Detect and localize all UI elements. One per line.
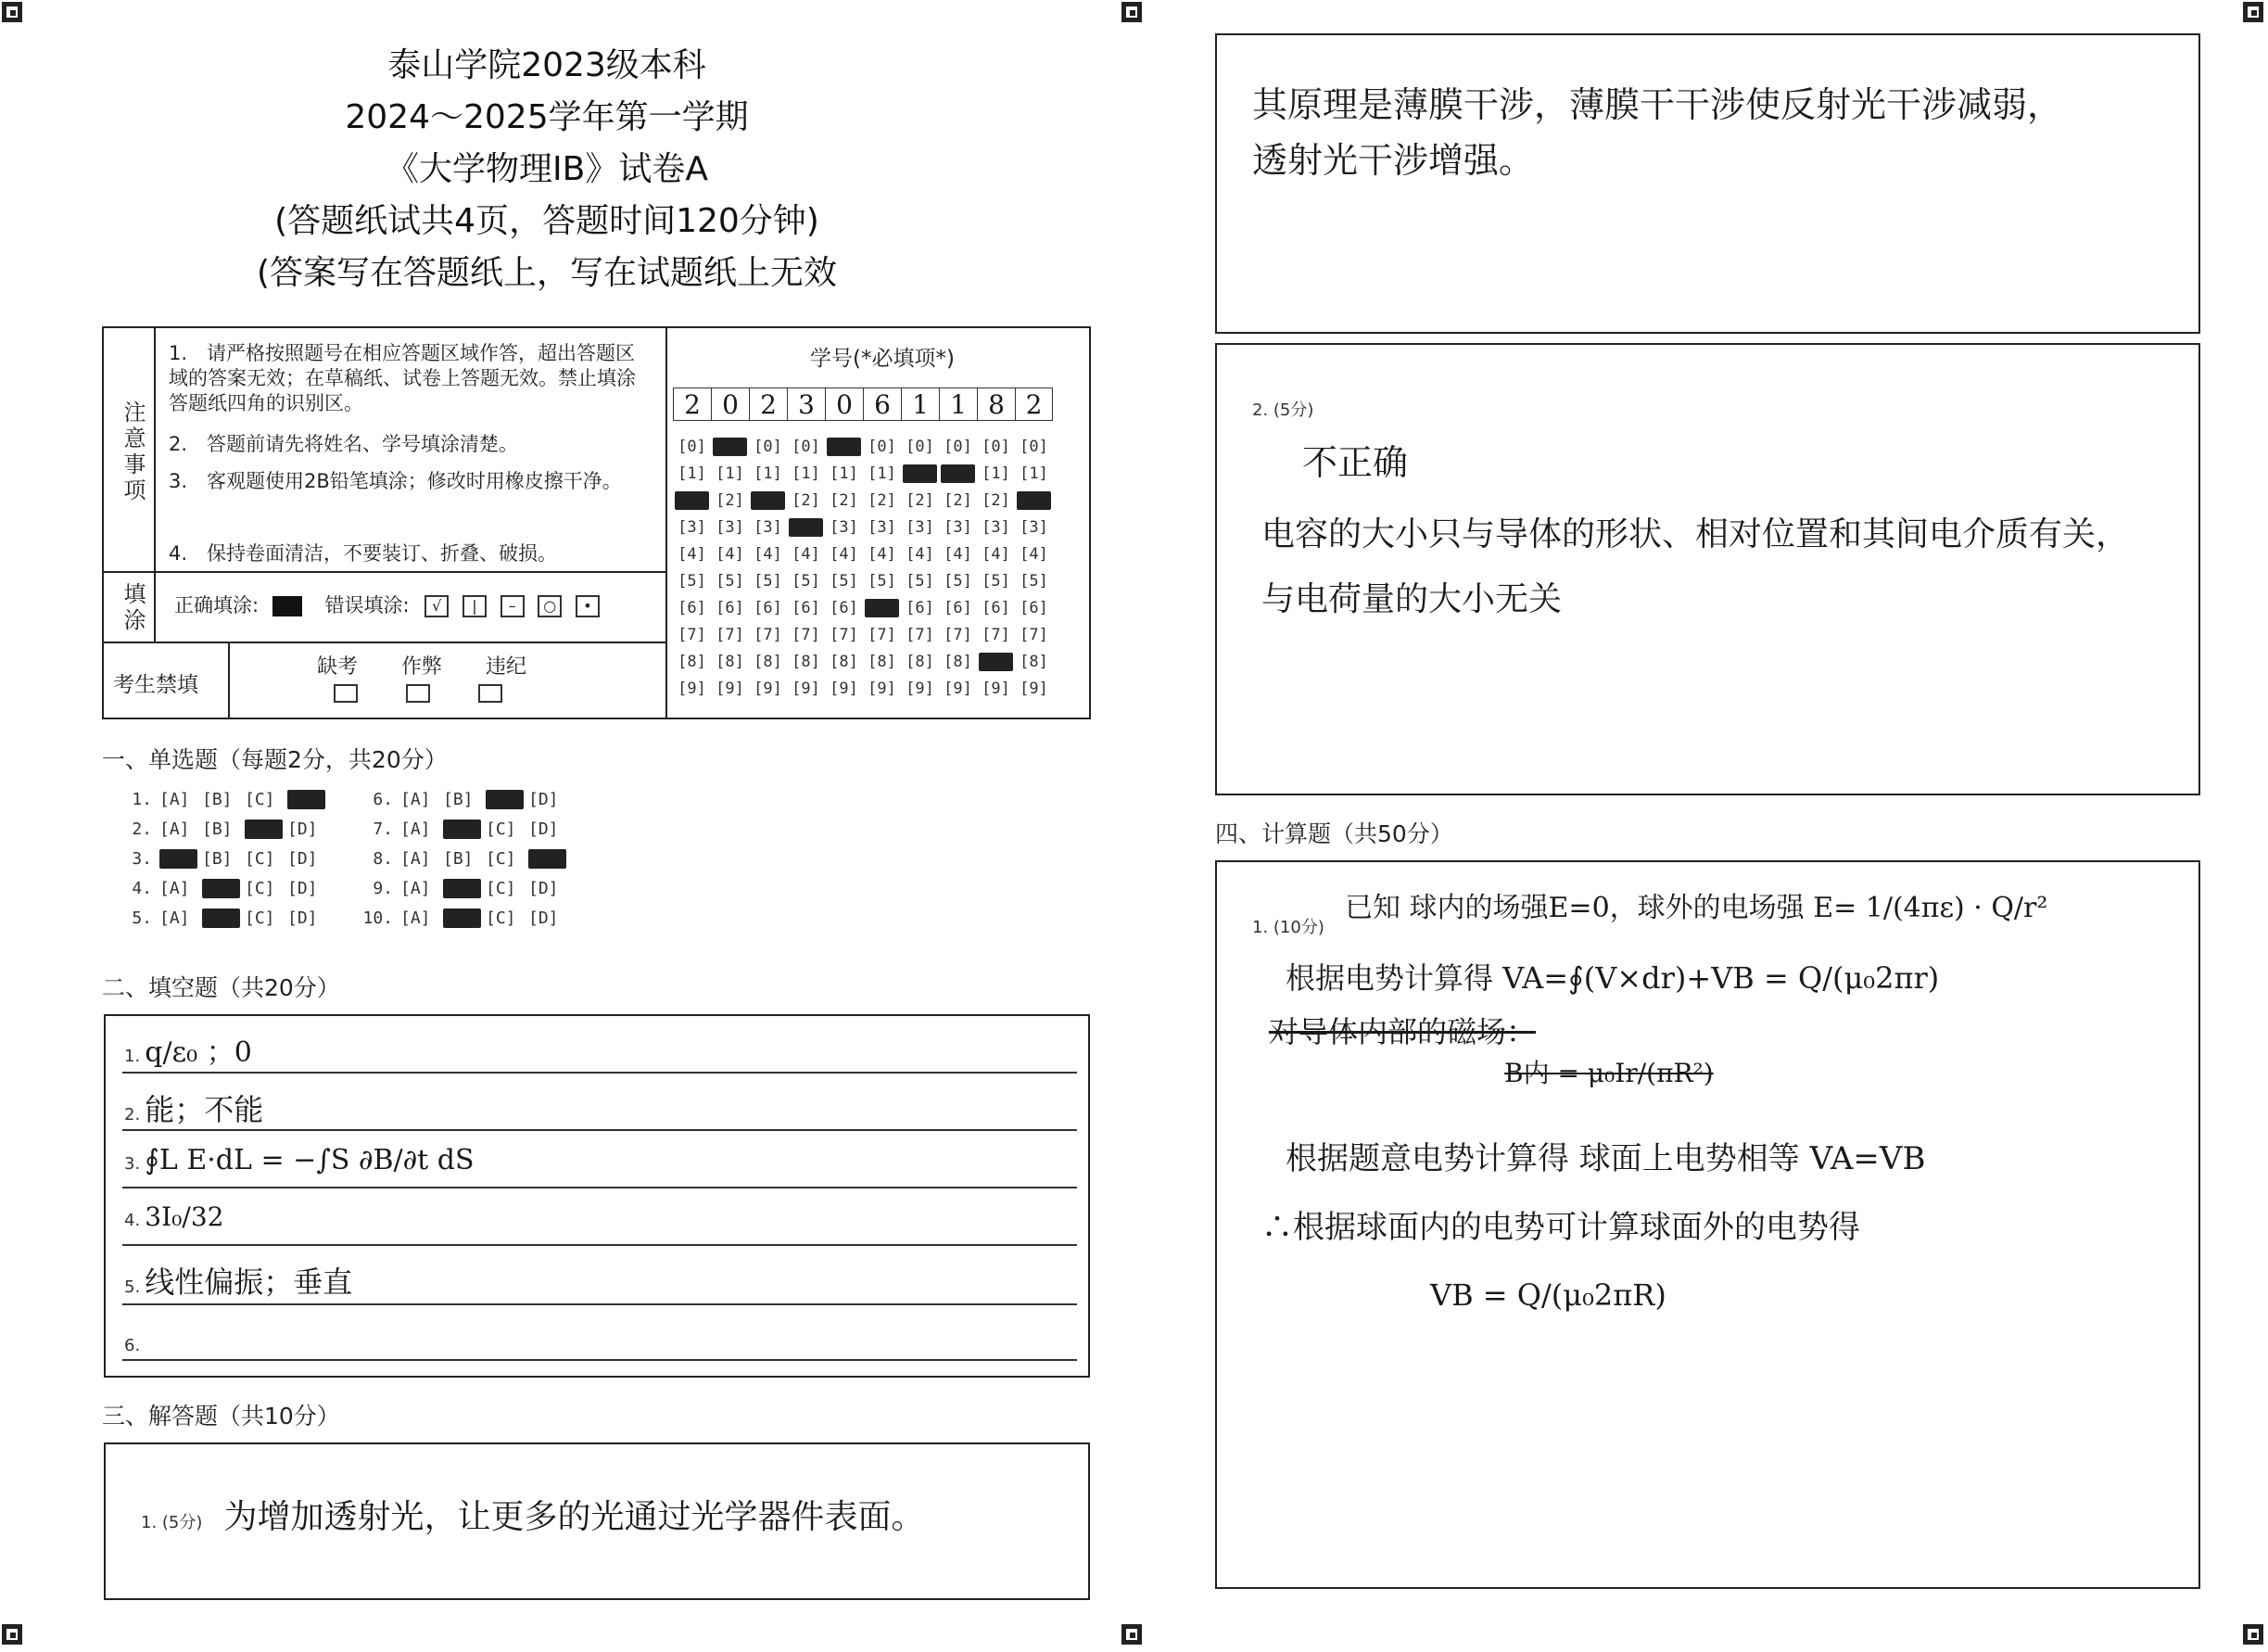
mc-option-selected[interactable]: [B] bbox=[202, 909, 245, 928]
id-bubble[interactable]: [3] bbox=[1020, 518, 1048, 537]
id-bubble[interactable]: [0] bbox=[944, 438, 972, 456]
correct-fill-mark bbox=[272, 596, 302, 616]
id-bubble[interactable]: [6] bbox=[830, 599, 858, 617]
calc-line-3-struck: 对导体内部的磁场： bbox=[1269, 1014, 1537, 1049]
id-bubble[interactable]: [5] bbox=[868, 572, 896, 591]
mc-question-number: 5. bbox=[132, 909, 152, 928]
id-bubble[interactable]: [9] bbox=[754, 680, 782, 698]
student-id-digit-8: 1 bbox=[939, 388, 977, 421]
mc-option[interactable]: [A] bbox=[159, 879, 190, 898]
id-bubble-filled[interactable]: [8] bbox=[977, 649, 1015, 676]
mc-option[interactable]: [B] bbox=[202, 790, 233, 809]
id-bubble-filled[interactable]: [0] bbox=[825, 434, 863, 461]
student-id-bubble-row bbox=[673, 622, 1053, 649]
student-id-digit-7: 1 bbox=[901, 388, 939, 421]
calc-line-4-struck: B内 = μ₀Ir/(πR²) bbox=[1504, 1058, 1714, 1088]
id-bubble[interactable]: [5] bbox=[754, 572, 782, 591]
mc-option[interactable]: [D] bbox=[528, 820, 559, 839]
blank-2: 2. 能；不能 bbox=[124, 1092, 264, 1127]
id-bubble[interactable]: [3] bbox=[982, 518, 1010, 537]
calc-line-7: VB = Q/(μ₀2πR) bbox=[1430, 1277, 1666, 1313]
id-bubble[interactable]: [8] bbox=[792, 653, 820, 671]
mc-option[interactable]: [C] bbox=[245, 909, 275, 928]
mc-option-selected[interactable]: [B] bbox=[443, 909, 486, 928]
violation-checkbox[interactable] bbox=[478, 684, 502, 703]
student-id-digit-10: 2 bbox=[1015, 388, 1053, 421]
id-bubble-filled[interactable]: [1] bbox=[901, 461, 939, 488]
id-bubble[interactable]: [9] bbox=[678, 680, 706, 698]
mc-option[interactable]: [D] bbox=[528, 879, 559, 898]
id-bubble[interactable]: [9] bbox=[716, 680, 744, 698]
student-id-digit-9: 8 bbox=[977, 388, 1015, 421]
id-bubble[interactable]: [8] bbox=[868, 653, 896, 671]
id-bubble[interactable]: [2] bbox=[868, 491, 896, 510]
forbidden-absent: 缺考 bbox=[317, 655, 359, 679]
student-id-bubble-row bbox=[673, 434, 1053, 461]
mc-question-3 bbox=[119, 849, 330, 869]
essay-q1-continued-line2: 透射光干涉增强。 bbox=[1252, 140, 1535, 181]
mc-question-2 bbox=[119, 820, 330, 839]
calc-line-1: 已知 球内的场强E=0，球外的电场强 E= 1/(4πε) · Q/r² bbox=[1345, 892, 2048, 924]
student-id-digits bbox=[673, 388, 1053, 421]
mc-option-selected[interactable]: [B] bbox=[443, 820, 486, 839]
mc-question-1 bbox=[119, 790, 330, 809]
student-id-bubble-row bbox=[673, 568, 1053, 595]
essay-q2-line3: 与电荷量的大小无关 bbox=[1261, 580, 1563, 618]
student-id-bubble-row bbox=[673, 676, 1053, 703]
student-id-digit-5: 0 bbox=[825, 388, 863, 421]
mc-option[interactable]: [A] bbox=[400, 909, 431, 928]
mc-question-9 bbox=[360, 879, 571, 898]
student-id-digit-3: 2 bbox=[749, 388, 787, 421]
student-id-bubble-row bbox=[673, 649, 1053, 676]
forbidden-violation: 违纪 bbox=[486, 655, 527, 679]
id-bubble[interactable]: [4] bbox=[1020, 545, 1048, 564]
correct-fill-label: 正确填涂: bbox=[174, 594, 260, 616]
mc-option-selected[interactable]: [C] bbox=[486, 790, 528, 809]
id-bubble[interactable]: [7] bbox=[678, 626, 706, 644]
calc-line-6: ∴根据球面内的电势可计算球面外的电势得 bbox=[1261, 1209, 1860, 1246]
id-bubble[interactable]: [5] bbox=[982, 572, 1010, 591]
id-bubble[interactable]: [5] bbox=[944, 572, 972, 591]
id-bubble[interactable]: [9] bbox=[1020, 680, 1048, 698]
fill-instructions bbox=[174, 593, 656, 618]
calc-q1-num: 1. (10分) bbox=[1252, 918, 1324, 937]
mc-question-number: 2. bbox=[132, 820, 152, 839]
mc-option-selected[interactable]: [C] bbox=[245, 820, 287, 839]
mc-option[interactable]: [C] bbox=[245, 849, 275, 869]
student-id-bubble-row bbox=[673, 515, 1053, 541]
mc-option[interactable]: [C] bbox=[486, 849, 516, 869]
essay-q2-line1: 不正确 bbox=[1302, 442, 1409, 483]
blank-4: 4. 3I₀/32 bbox=[124, 1201, 224, 1232]
mc-question-4 bbox=[119, 879, 330, 898]
student-id-bubble-row bbox=[673, 461, 1053, 488]
mc-option-selected[interactable]: [B] bbox=[443, 879, 486, 898]
id-bubble[interactable]: [5] bbox=[716, 572, 744, 591]
id-bubble[interactable]: [4] bbox=[868, 545, 896, 564]
corner-marker-top-right bbox=[2243, 2, 2263, 22]
blank-6: 6. bbox=[124, 1336, 141, 1355]
id-bubble[interactable]: [6] bbox=[716, 599, 744, 617]
mc-option-selected[interactable]: [D] bbox=[528, 849, 571, 869]
header-school: 泰山学院2023级本科 bbox=[387, 46, 706, 84]
id-bubble-filled[interactable]: [2] bbox=[749, 488, 787, 515]
mc-option[interactable]: [A] bbox=[400, 820, 431, 839]
section2-title: 二、填空题（共20分） bbox=[102, 974, 340, 1001]
student-id-bubble-row bbox=[673, 541, 1053, 568]
id-bubble[interactable]: [3] bbox=[944, 518, 972, 537]
id-bubble[interactable]: [6] bbox=[754, 599, 782, 617]
mc-question-number: 10. bbox=[362, 909, 393, 928]
id-bubble[interactable]: [6] bbox=[1020, 599, 1048, 617]
mc-option[interactable]: [D] bbox=[287, 849, 318, 869]
id-bubble[interactable]: [0] bbox=[982, 438, 1010, 456]
id-bubble[interactable]: [6] bbox=[678, 599, 706, 617]
id-bubble[interactable]: [3] bbox=[830, 518, 858, 537]
section3-title: 三、解答题（共10分） bbox=[102, 1403, 340, 1430]
essay-q1-answer: 为增加透射光，让更多的光通过光学器件表面。 bbox=[223, 1498, 925, 1536]
id-bubble[interactable]: [7] bbox=[982, 626, 1010, 644]
id-bubble[interactable]: [8] bbox=[678, 653, 706, 671]
id-bubble[interactable]: [2] bbox=[982, 491, 1010, 510]
id-bubble[interactable]: [4] bbox=[754, 545, 782, 564]
id-bubble[interactable]: [1] bbox=[982, 464, 1010, 483]
id-bubble[interactable]: [1] bbox=[678, 464, 706, 483]
blank-5: 5. 线性偏振；垂直 bbox=[124, 1264, 353, 1300]
mc-option[interactable]: [C] bbox=[245, 790, 275, 809]
mc-question-number: 7. bbox=[373, 820, 393, 839]
essay-q2-box bbox=[1215, 343, 2200, 795]
mc-option[interactable]: [A] bbox=[400, 790, 431, 809]
wrong-mark-dot: • bbox=[576, 595, 600, 617]
id-bubble[interactable]: [4] bbox=[830, 545, 858, 564]
id-bubble[interactable]: [7] bbox=[1020, 626, 1048, 644]
mc-question-number: 3. bbox=[132, 849, 152, 869]
forbidden-cheat: 作弊 bbox=[401, 655, 443, 679]
mc-question-5 bbox=[119, 909, 330, 928]
mc-option[interactable]: [D] bbox=[287, 820, 318, 839]
corner-marker-bottom-middle bbox=[1121, 1624, 1142, 1645]
essay-q1-num: 1. (5分) bbox=[141, 1513, 203, 1532]
cheat-checkbox[interactable] bbox=[406, 684, 430, 703]
wrong-fill-label: 错误填涂: bbox=[324, 594, 410, 616]
student-id-bubble-row bbox=[673, 595, 1053, 622]
id-bubble[interactable]: [4] bbox=[944, 545, 972, 564]
id-bubble[interactable]: [3] bbox=[678, 518, 706, 537]
id-bubble[interactable]: [1] bbox=[792, 464, 820, 483]
header-course: 《大学物理IB》试卷A bbox=[386, 150, 708, 188]
id-bubble[interactable]: [1] bbox=[830, 464, 858, 483]
mc-question-6 bbox=[360, 790, 571, 809]
essay-q1-continued-line1: 其原理是薄膜干涉，薄膜干干涉使反射光干涉减弱， bbox=[1252, 84, 2063, 125]
mc-question-number: 6. bbox=[373, 790, 393, 809]
absent-checkbox[interactable] bbox=[334, 684, 358, 703]
id-bubble[interactable]: [4] bbox=[716, 545, 744, 564]
id-bubble[interactable]: [6] bbox=[944, 599, 972, 617]
id-bubble-filled[interactable]: [3] bbox=[787, 515, 825, 541]
student-id-digit-1: 2 bbox=[673, 388, 711, 421]
id-bubble[interactable]: [2] bbox=[716, 491, 744, 510]
id-bubble[interactable]: [0] bbox=[1020, 438, 1048, 456]
student-id-label: 学号(*必填项*) bbox=[810, 347, 955, 371]
id-bubble[interactable]: [6] bbox=[792, 599, 820, 617]
forbidden-checkboxes bbox=[310, 684, 526, 706]
header-duration: (答题纸试共4页，答题时间120分钟) bbox=[274, 202, 819, 240]
mc-option[interactable]: [C] bbox=[486, 909, 516, 928]
wrong-mark-bar: | bbox=[462, 595, 487, 617]
mc-question-10 bbox=[360, 909, 571, 928]
id-bubble[interactable]: [4] bbox=[792, 545, 820, 564]
id-bubble[interactable]: [8] bbox=[906, 653, 934, 671]
corner-marker-top-middle bbox=[1121, 2, 1142, 22]
forbidden-label: 考生禁填 bbox=[113, 673, 198, 697]
id-bubble[interactable]: [9] bbox=[906, 680, 934, 698]
id-bubble[interactable]: [0] bbox=[754, 438, 782, 456]
id-bubble[interactable]: [1] bbox=[754, 464, 782, 483]
id-bubble[interactable]: [2] bbox=[906, 491, 934, 510]
id-bubble[interactable]: [3] bbox=[754, 518, 782, 537]
id-bubble[interactable]: [0] bbox=[868, 438, 896, 456]
id-bubble[interactable]: [8] bbox=[830, 653, 858, 671]
id-bubble[interactable]: [1] bbox=[1020, 464, 1048, 483]
id-bubble[interactable]: [5] bbox=[678, 572, 706, 591]
blank-3: 3. ∮L E·dL = −∫S ∂B/∂t dS bbox=[124, 1144, 475, 1176]
id-bubble[interactable]: [7] bbox=[944, 626, 972, 644]
id-bubble[interactable]: [8] bbox=[944, 653, 972, 671]
id-bubble[interactable]: [7] bbox=[792, 626, 820, 644]
mc-option[interactable]: [D] bbox=[528, 909, 559, 928]
id-bubble[interactable]: [9] bbox=[868, 680, 896, 698]
blank-3-answer: ∮L E·dL = −∫S ∂B/∂t dS bbox=[145, 1144, 475, 1176]
essay-q2-num: 2. (5分) bbox=[1252, 400, 1314, 420]
mc-option[interactable]: [C] bbox=[486, 820, 516, 839]
section1-title: 一、单选题（每题2分，共20分） bbox=[102, 746, 448, 773]
id-bubble[interactable]: [3] bbox=[906, 518, 934, 537]
blank-4-answer: 3I₀/32 bbox=[145, 1201, 224, 1232]
calc-line-5: 根据题意电势计算得 球面上电势相等 VA=VB bbox=[1286, 1140, 1926, 1177]
id-bubble[interactable]: [7] bbox=[906, 626, 934, 644]
mc-question-number: 4. bbox=[132, 879, 152, 898]
mc-question-number: 8. bbox=[373, 849, 393, 869]
mc-question-7 bbox=[360, 820, 571, 839]
corner-marker-top-left bbox=[2, 2, 22, 22]
essay-q1-continued-box bbox=[1215, 33, 2200, 334]
header-instruction: (答案写在答题纸上，写在试题纸上无效 bbox=[256, 254, 838, 292]
mc-option-selected[interactable]: [A] bbox=[159, 849, 202, 869]
id-bubble-filled[interactable]: [2] bbox=[1015, 488, 1053, 515]
mc-question-number: 1. bbox=[132, 790, 152, 809]
info-box bbox=[102, 326, 1091, 719]
id-bubble[interactable]: [3] bbox=[716, 518, 744, 537]
id-bubble[interactable]: [9] bbox=[792, 680, 820, 698]
id-bubble-filled[interactable]: [6] bbox=[863, 595, 901, 622]
corner-marker-bottom-right bbox=[2243, 1624, 2263, 1645]
notice-item-3: 3. 客观题使用2B铅笔填涂；修改时用橡皮擦干净。 bbox=[169, 470, 622, 492]
id-bubble[interactable]: [7] bbox=[868, 626, 896, 644]
notice-item-4: 4. 保持卷面清洁，不要装订、折叠、破损。 bbox=[169, 542, 558, 565]
student-id-digit-2: 0 bbox=[711, 388, 749, 421]
mc-option[interactable]: [C] bbox=[245, 879, 275, 898]
notice-item-2: 2. 答题前请先将姓名、学号填涂清楚。 bbox=[169, 433, 519, 455]
mc-option-selected[interactable]: [B] bbox=[202, 879, 245, 898]
notice-label: 注意事项 bbox=[120, 400, 146, 504]
mc-option[interactable]: [B] bbox=[443, 849, 474, 869]
notice-item-1: 1. 请严格按照题号在相应答题区域作答，超出答题区域的答案无效；在草稿纸、试卷上答题无效。禁止填涂答题纸四角的识别区。 bbox=[169, 342, 636, 414]
wrong-mark-circle: ○ bbox=[538, 595, 562, 617]
essay-q1-row bbox=[141, 1491, 925, 1538]
mc-option[interactable]: [D] bbox=[287, 879, 318, 898]
id-bubble[interactable]: [0] bbox=[678, 438, 706, 456]
mc-question-8 bbox=[360, 849, 571, 869]
id-bubble[interactable]: [7] bbox=[830, 626, 858, 644]
id-bubble[interactable]: [0] bbox=[792, 438, 820, 456]
id-bubble[interactable]: [5] bbox=[792, 572, 820, 591]
mc-option[interactable]: [A] bbox=[159, 909, 190, 928]
mc-question-number: 9. bbox=[373, 879, 393, 898]
mc-option[interactable]: [D] bbox=[287, 909, 318, 928]
blank-1: 1. q/ε₀ ；0 bbox=[124, 1036, 252, 1069]
id-bubble[interactable]: [0] bbox=[906, 438, 934, 456]
forbidden-items bbox=[317, 651, 526, 680]
fill-label: 填涂 bbox=[120, 582, 146, 634]
calc-box bbox=[1215, 860, 2200, 1589]
id-bubble[interactable]: [9] bbox=[982, 680, 1010, 698]
id-bubble[interactable]: [4] bbox=[906, 545, 934, 564]
blank-5-answer: 线性偏振；垂直 bbox=[145, 1264, 353, 1300]
id-bubble[interactable]: [2] bbox=[944, 491, 972, 510]
mc-option[interactable]: [A] bbox=[400, 849, 431, 869]
id-bubble[interactable]: [8] bbox=[716, 653, 744, 671]
blank-2-answer: 能；不能 bbox=[145, 1092, 264, 1127]
corner-marker-bottom-left bbox=[2, 1624, 22, 1645]
id-bubble[interactable]: [1] bbox=[716, 464, 744, 483]
id-bubble[interactable]: [2] bbox=[830, 491, 858, 510]
student-id-digit-4: 3 bbox=[787, 388, 825, 421]
header-term: 2024～2025学年第一学期 bbox=[345, 98, 749, 136]
wrong-mark-dash: – bbox=[500, 595, 525, 617]
student-id-bubbles bbox=[673, 434, 1053, 703]
id-bubble[interactable]: [7] bbox=[754, 626, 782, 644]
id-bubble[interactable]: [6] bbox=[906, 599, 934, 617]
mc-option[interactable]: [A] bbox=[159, 820, 190, 839]
id-bubble[interactable]: [1] bbox=[868, 464, 896, 483]
mc-option-selected[interactable]: [D] bbox=[287, 790, 330, 809]
id-bubble[interactable]: [5] bbox=[1020, 572, 1048, 591]
id-bubble[interactable]: [9] bbox=[944, 680, 972, 698]
mc-option[interactable]: [B] bbox=[202, 849, 233, 869]
wrong-mark-check: √ bbox=[424, 595, 449, 617]
id-bubble[interactable]: [2] bbox=[792, 491, 820, 510]
id-bubble[interactable]: [5] bbox=[906, 572, 934, 591]
student-id-bubble-row bbox=[673, 488, 1053, 515]
essay-q2-line2: 电容的大小只与导体的形状、相对位置和其间电介质有关， bbox=[1261, 515, 2130, 553]
id-bubble-filled[interactable]: [0] bbox=[711, 434, 749, 461]
essay-box-left bbox=[104, 1442, 1090, 1600]
mc-option[interactable]: [A] bbox=[159, 790, 190, 809]
id-bubble[interactable]: [7] bbox=[716, 626, 744, 644]
mc-option[interactable]: [B] bbox=[443, 790, 474, 809]
id-bubble[interactable]: [5] bbox=[830, 572, 858, 591]
id-bubble[interactable]: [3] bbox=[868, 518, 896, 537]
mc-option[interactable]: [B] bbox=[202, 820, 233, 839]
id-bubble-filled[interactable]: [2] bbox=[673, 488, 711, 515]
id-bubble[interactable]: [8] bbox=[1020, 653, 1048, 671]
student-id-digit-6: 6 bbox=[863, 388, 901, 421]
section4-title: 四、计算题（共50分） bbox=[1215, 820, 1453, 847]
mc-option[interactable]: [D] bbox=[528, 790, 559, 809]
fill-blank-box bbox=[104, 1014, 1090, 1378]
id-bubble-filled[interactable]: [1] bbox=[939, 461, 977, 488]
mc-option[interactable]: [C] bbox=[486, 879, 516, 898]
id-bubble[interactable]: [4] bbox=[982, 545, 1010, 564]
id-bubble[interactable]: [9] bbox=[830, 680, 858, 698]
id-bubble[interactable]: [4] bbox=[678, 545, 706, 564]
id-bubble[interactable]: [6] bbox=[982, 599, 1010, 617]
blank-1-answer: q/ε₀ ；0 bbox=[145, 1036, 252, 1069]
calc-line-2: 根据电势计算得 VA=∮(V×dr)+VB = Q/(μ₀2πr) bbox=[1286, 960, 1940, 996]
id-bubble[interactable]: [8] bbox=[754, 653, 782, 671]
mc-option[interactable]: [A] bbox=[400, 879, 431, 898]
